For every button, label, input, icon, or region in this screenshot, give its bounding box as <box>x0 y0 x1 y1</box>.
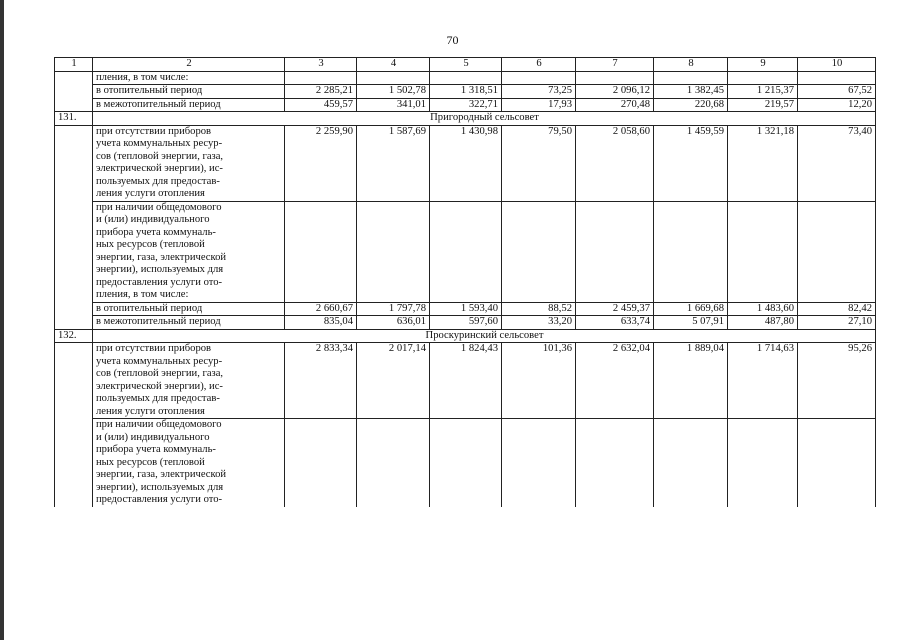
section-number: 132. <box>55 329 93 343</box>
value-cell: 82,42 <box>798 302 876 316</box>
value-cell: 636,01 <box>357 316 430 330</box>
label-line: при отсутствии приборов <box>96 125 212 137</box>
header-cell: 9 <box>728 58 798 72</box>
value-cell <box>798 419 876 507</box>
table-row <box>55 419 876 507</box>
value-cell: 219,57 <box>728 98 798 112</box>
value-cell <box>728 71 798 85</box>
value-cell: 73,40 <box>798 125 876 201</box>
value-cell: 95,26 <box>798 343 876 419</box>
value-cell: 17,93 <box>502 98 576 112</box>
table-row <box>55 125 876 201</box>
value-cell: 27,10 <box>798 316 876 330</box>
value-cell: 5 07,91 <box>654 316 728 330</box>
label-line: энергии), используемых для <box>96 481 224 493</box>
value-cell <box>357 201 430 302</box>
label-line: учета коммунальных ресур- <box>96 355 223 367</box>
value-cell: 633,74 <box>576 316 654 330</box>
value-cell: 33,20 <box>502 316 576 330</box>
value-cell: 1 483,60 <box>728 302 798 316</box>
value-cell: 2 660,67 <box>285 302 357 316</box>
table-row <box>55 201 876 302</box>
value-cell: 1 430,98 <box>430 125 502 201</box>
row-label <box>93 302 285 316</box>
value-cell <box>430 201 502 302</box>
value-cell <box>798 71 876 85</box>
label-line: пользуемых для предостав- <box>96 175 220 187</box>
value-cell <box>654 419 728 507</box>
label-line: ления услуги отопления <box>96 188 205 199</box>
header-cell: 7 <box>576 58 654 72</box>
header-cell: 2 <box>93 58 285 72</box>
label-line: и (или) индивидуального <box>96 214 210 225</box>
item-number-cell <box>55 125 93 329</box>
value-cell: 597,60 <box>430 316 502 330</box>
value-cell: 2 285,21 <box>285 85 357 99</box>
label-line: при отсутствии приборов <box>96 343 212 354</box>
header-row <box>55 58 876 72</box>
label-line: при наличии общедомового <box>96 201 222 213</box>
value-cell: 341,01 <box>357 98 430 112</box>
value-cell: 835,04 <box>285 316 357 330</box>
value-cell <box>576 419 654 507</box>
value-cell: 73,25 <box>502 85 576 99</box>
value-cell: 1 318,51 <box>430 85 502 99</box>
value-cell: 101,36 <box>502 343 576 419</box>
row-label <box>93 98 285 112</box>
row-label <box>93 343 285 419</box>
tariff-table <box>54 57 876 507</box>
value-cell: 79,50 <box>502 125 576 201</box>
label-line: электрической энергии), ис- <box>96 163 223 174</box>
header-cell: 3 <box>285 58 357 72</box>
value-cell: 2 017,14 <box>357 343 430 419</box>
section-number: 131. <box>55 112 93 126</box>
value-cell: 487,80 <box>728 316 798 330</box>
value-cell <box>285 419 357 507</box>
value-cell <box>357 419 430 507</box>
value-cell: 1 215,37 <box>728 85 798 99</box>
value-cell <box>357 71 430 85</box>
table-row <box>55 85 876 99</box>
value-cell: 322,71 <box>430 98 502 112</box>
table-row <box>55 316 876 330</box>
value-cell <box>576 71 654 85</box>
value-cell: 1 889,04 <box>654 343 728 419</box>
value-cell: 2 096,12 <box>576 85 654 99</box>
table-row <box>55 343 876 419</box>
value-cell <box>285 71 357 85</box>
label-line: пользуемых для предостав- <box>96 393 220 404</box>
label-line: в отопительный период <box>96 85 203 96</box>
item-number-cell <box>55 71 93 112</box>
row-label <box>93 71 285 85</box>
label-line: в отопительный период <box>96 302 203 314</box>
table-row <box>55 302 876 316</box>
value-cell <box>654 201 728 302</box>
section-title: Пригородный сельсовет <box>93 112 876 126</box>
label-line: и (или) индивидуального <box>96 431 210 443</box>
row-label <box>93 316 285 330</box>
value-cell: 459,57 <box>285 98 357 112</box>
value-cell: 1 669,68 <box>654 302 728 316</box>
value-cell: 1 587,69 <box>357 125 430 201</box>
value-cell <box>430 419 502 507</box>
header-cell: 1 <box>55 58 93 72</box>
value-cell: 2 632,04 <box>576 343 654 419</box>
value-cell: 67,52 <box>798 85 876 99</box>
value-cell: 1 459,59 <box>654 125 728 201</box>
label-line: в межотопительный период <box>96 98 221 110</box>
label-line: ления услуги отопления <box>96 405 205 417</box>
label-line: энергии, газа, электрической <box>96 251 227 263</box>
label-line: ных ресурсов (тепловой <box>96 456 205 468</box>
item-number-cell <box>55 343 93 507</box>
value-cell: 88,52 <box>502 302 576 316</box>
value-cell: 2 058,60 <box>576 125 654 201</box>
label-line: сов (тепловой энергии, газа, <box>96 150 224 162</box>
value-cell: 1 593,40 <box>430 302 502 316</box>
value-cell: 1 797,78 <box>357 302 430 316</box>
row-label <box>93 201 285 302</box>
label-line: пления, в том числе: <box>96 289 189 300</box>
value-cell: 2 259,90 <box>285 125 357 201</box>
label-line: энергии), используемых для <box>96 264 224 275</box>
label-line: учета коммунальных ресур- <box>96 138 223 149</box>
value-cell: 1 502,78 <box>357 85 430 99</box>
label-line: электрической энергии), ис- <box>96 380 223 392</box>
header-cell: 8 <box>654 58 728 72</box>
label-line: пления, в том числе: <box>96 71 189 83</box>
value-cell <box>576 201 654 302</box>
value-cell: 2 459,37 <box>576 302 654 316</box>
section-row <box>55 329 876 343</box>
value-cell <box>502 201 576 302</box>
label-line: предоставления услуги ото- <box>96 494 223 505</box>
value-cell: 1 321,18 <box>728 125 798 201</box>
value-cell: 1 824,43 <box>430 343 502 419</box>
table-row <box>55 71 876 85</box>
value-cell: 12,20 <box>798 98 876 112</box>
table-row <box>55 98 876 112</box>
row-label <box>93 419 285 507</box>
label-line: прибора учета коммуналь- <box>96 226 216 238</box>
value-cell <box>728 201 798 302</box>
value-cell <box>654 71 728 85</box>
value-cell <box>285 201 357 302</box>
header-cell: 10 <box>798 58 876 72</box>
label-line: при наличии общедомового <box>96 419 222 430</box>
value-cell <box>502 419 576 507</box>
value-cell: 1 382,45 <box>654 85 728 99</box>
header-cell: 5 <box>430 58 502 72</box>
section-title: Проскуринский сельсовет <box>93 329 876 343</box>
row-label <box>93 125 285 201</box>
label-line: в межотопительный период <box>96 316 221 327</box>
label-line: энергии, газа, электрической <box>96 469 227 480</box>
table-body <box>55 71 876 507</box>
value-cell: 220,68 <box>654 98 728 112</box>
label-line: прибора учета коммуналь- <box>96 444 216 455</box>
value-cell: 270,48 <box>576 98 654 112</box>
header-cell: 4 <box>357 58 430 72</box>
value-cell <box>798 201 876 302</box>
label-line: сов (тепловой энергии, газа, <box>96 368 224 379</box>
value-cell <box>502 71 576 85</box>
label-line: ных ресурсов (тепловой <box>96 239 205 250</box>
row-label <box>93 85 285 99</box>
value-cell <box>728 419 798 507</box>
value-cell: 1 714,63 <box>728 343 798 419</box>
scan-edge <box>0 0 4 640</box>
header-cell: 6 <box>502 58 576 72</box>
page-number: 70 <box>446 33 459 47</box>
section-row <box>55 112 876 126</box>
value-cell: 2 833,34 <box>285 343 357 419</box>
value-cell <box>430 71 502 85</box>
label-line: предоставления услуги ото- <box>96 276 223 288</box>
